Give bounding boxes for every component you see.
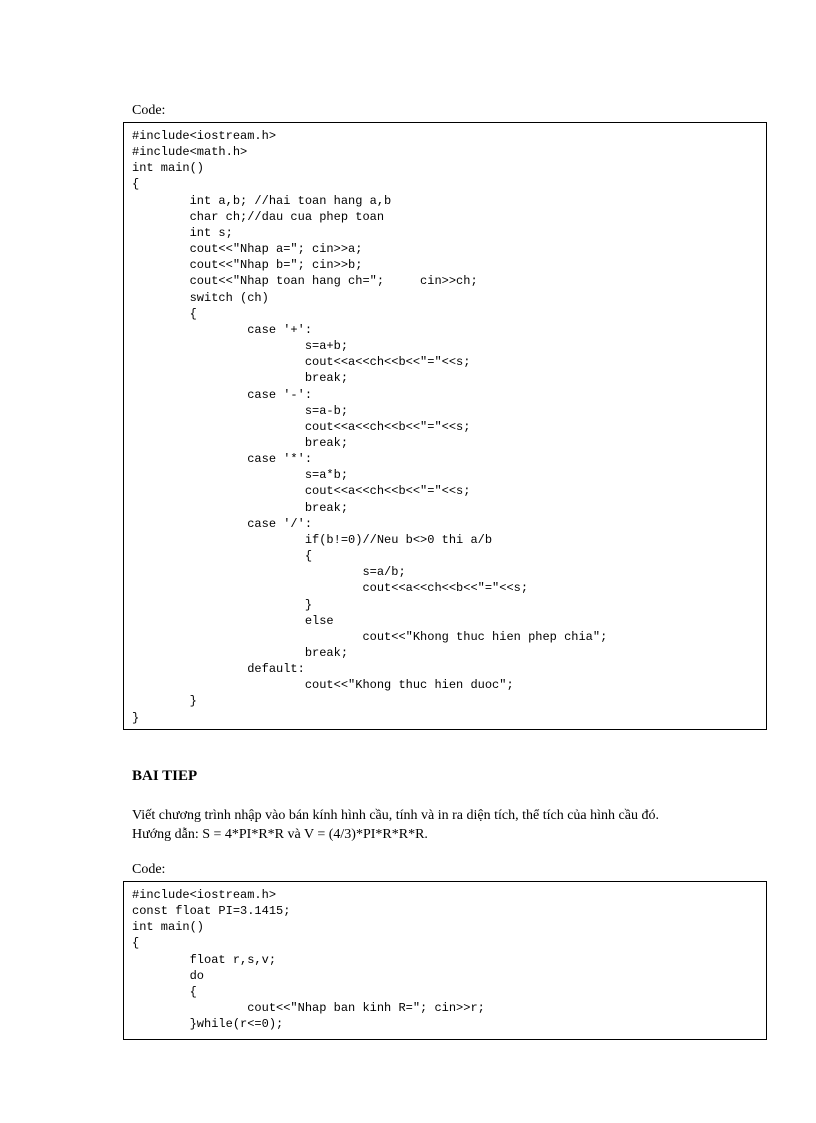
- code-label-1: Code:: [132, 103, 166, 118]
- code-label-2: Code:: [132, 862, 166, 877]
- exercise-hint: Hướng dẫn: S = 4*PI*R*R và V = (4/3)*PI*R*R*R.: [132, 827, 428, 842]
- code-text-1: #include<iostream.h> #include<math.h> int main() { int a,b; //hai toan hang a,b char ch;//dau cua phep toan int s; cout<<"Nhap a="; cin>>a; cout<<"Nhap b="; cin>>b; cout<<"Nhap toan hang ch="; cin>>ch; switch (ch) { case '+': s=a+b; cout<<a<<ch<<b<<"="<<s; break; case '-': s=a-b; cout<<a<<ch<<b<<"="<<s; break; case '*': s=a*b; cout<<a<<ch<<b<<"="<<s; break; case '/': if(b!=0)//Neu b<>0 thi a/b { s=a/b; cout<<a<<ch<<b<<"="<<s; } else cout<<"Khong thuc hien phep chia"; break; default: cout<<"Khong thuc hien duoc"; } }: [132, 129, 608, 725]
- section-heading: BAI TIEP: [132, 768, 198, 784]
- exercise-description: Viết chương trình nhập vào bán kính hình cầu, tính và in ra diện tích, thể tích của hình cầu đó.: [132, 808, 659, 823]
- code-block-2: [123, 881, 767, 1040]
- code-text-2: #include<iostream.h> const float PI=3.1415; int main() { float r,s,v; do { cout<<"Nhap ban kinh R="; cin>>r; }while(r<=0);: [132, 888, 485, 1032]
- code-block-1: [123, 122, 767, 730]
